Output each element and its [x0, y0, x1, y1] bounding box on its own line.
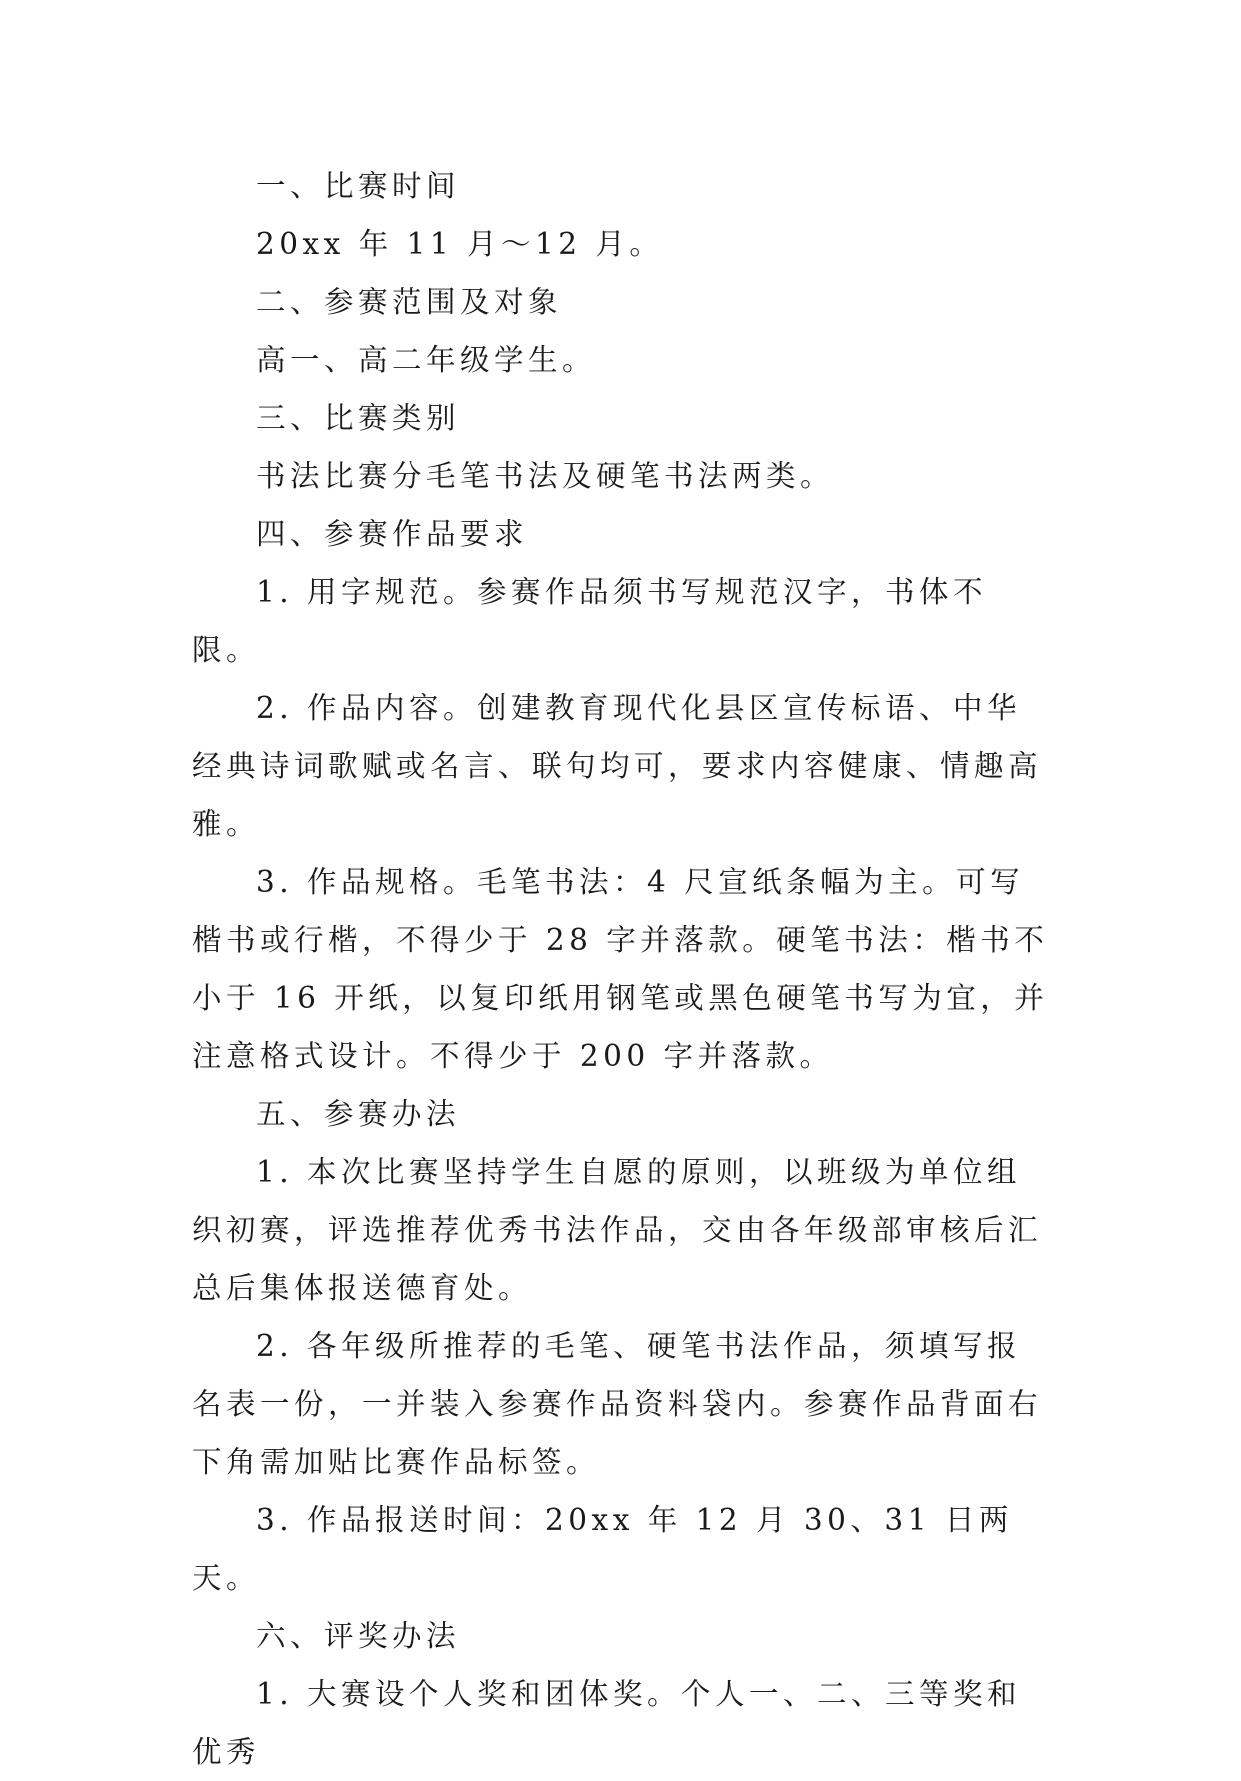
- paragraph-method-1: 1. 本次比赛坚持学生自愿的原则，以班级为单位组织初赛，评选推荐优秀书法作品，交由各年级部审核后汇总后集体报送德育处。: [192, 1155, 1043, 1305]
- paragraph-method-3: 3. 作品报送时间：20xx 年 12 月 30、31 日两天。: [192, 1503, 1013, 1595]
- paragraph-categories: 书法比赛分毛笔书法及硬笔书法两类。: [256, 459, 835, 493]
- section-heading-competition-time: 一、比赛时间: [256, 169, 461, 203]
- paragraph-requirement-2: 2. 作品内容。创建教育现代化县区宣传标语、中华经典诗词歌赋或名言、联句均可，要求内容健康、情趣高雅。: [192, 691, 1043, 841]
- paragraph-competition-time: 20xx 年 11 月～12 月。: [256, 227, 664, 261]
- section-heading-requirements: 四、参赛作品要求: [256, 517, 529, 551]
- paragraph-awards-1: 1. 大赛设个人奖和团体奖。个人一、二、三等奖和优秀: [192, 1677, 1022, 1769]
- document-body: [192, 157, 1050, 1781]
- paragraph-requirement-3: 3. 作品规格。毛笔书法：4 尺宣纸条幅为主。可写楷书或行楷，不得少于 28 字并落款。硬笔书法：楷书不小于 16 开纸，以复印纸用钢笔或黑色硬笔书写为宜，并注意格式设计。不得少于 200 字并落款。: [192, 865, 1049, 1073]
- paragraph-requirement-1: 1. 用字规范。参赛作品须书写规范汉字，书体不限。: [192, 575, 988, 667]
- section-heading-categories: 三、比赛类别: [256, 401, 461, 435]
- paragraph-scope: 高一、高二年级学生。: [256, 343, 597, 377]
- section-heading-awards: 六、评奖办法: [256, 1619, 461, 1653]
- section-heading-method: 五、参赛办法: [256, 1097, 461, 1131]
- section-heading-scope: 二、参赛范围及对象: [256, 285, 563, 319]
- paragraph-method-2: 2. 各年级所推荐的毛笔、硬笔书法作品，须填写报名表一份，一并装入参赛作品资料袋内。参赛作品背面右下角需加贴比赛作品标签。: [192, 1329, 1043, 1479]
